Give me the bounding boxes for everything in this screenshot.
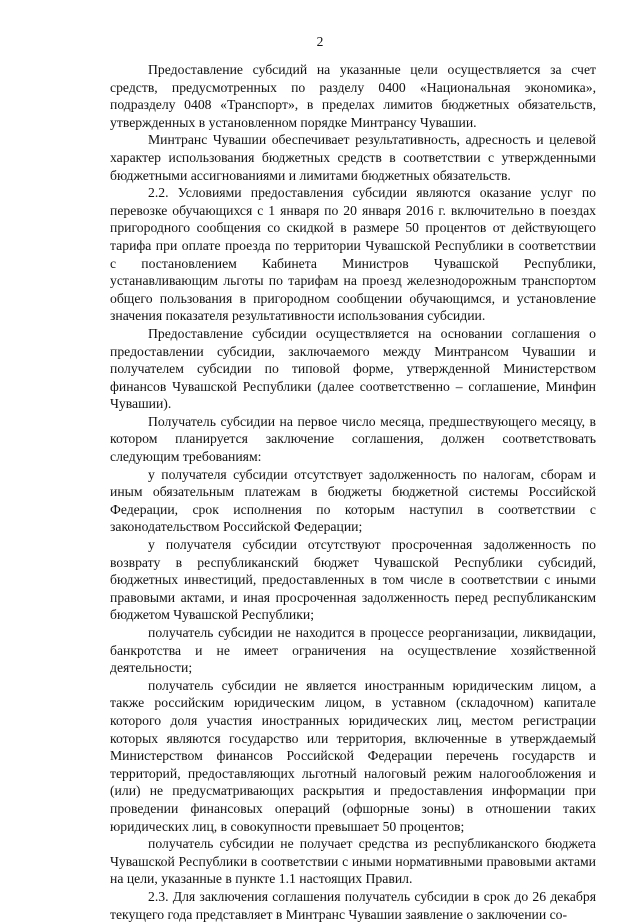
paragraph-2-2-conditions: 2.2. Условиями предоставления субсидии являются оказание услуг по перевозке обучающихся с 1 января по 20 января 2016 г. включительно в поездах пригородного сообщения со скидкой в размере 50 процентов от действующего тарифа при оплате проезда по территории Чувашской Республики в соответствии с постановлением Кабинета Министров Чувашской Республики, устанавливающим льготы по тарифам на проезд железнодорожным транспортом общего пользования в пригородном сообщении обучающимся, и установление значения показателя результативности использования субсидии. xyxy=(110,185,596,324)
paragraph-agreement-basis: Предоставление субсидии осуществляется на основании соглашения о предоставлении субсидии, заключаемого между Минтрансом Чувашии и получателем субсидии по типовой форме, утвержденной Министерством финансов Чувашской Республики (далее соответственно – соглашение, Минфин Чувашии). xyxy=(110,325,596,412)
paragraph-funding-source: Предоставление субсидий на указанные цели осуществляется за счет средств, предусмотренных по разделу 0400 «Национальная экономика», подразделу 0408 «Транспорт», в пределах лимитов бюджетных обязательств, утвержденных в установленном порядке Минтрансу Чувашии. xyxy=(110,62,596,130)
page-number: 2 xyxy=(316,34,324,49)
paragraph-recipient-requirements: Получатель субсидии на первое число месяца, предшествующего месяцу, в котором планируется заключение соглашения, должен соответствовать следующим требованиям: xyxy=(110,413,596,465)
paragraph-mintrans-responsibility: Минтранс Чувашии обеспечивает результативность, адресность и целевой характер использования бюджетных средств в соответствии с утвержденными бюджетными ассигнованиями и лимитами бюджетных обязательств. xyxy=(110,132,596,183)
paragraph-requirement-no-tax-debt: у получателя субсидии отсутствует задолженность по налогам, сборам и иным обязательным платежам в бюджеты бюджетной системы Российской Федерации, срок исполнения по которым наступил в соответствии с законодательством Российской Федерации; xyxy=(110,466,596,535)
paragraph-requirement-no-reorganization: получатель субсидии не находится в процессе реорганизации, ликвидации, банкротства и не имеет ограничения на осуществление хозяйственной деятельности; xyxy=(110,625,596,676)
paragraph-2-3-application: 2.3. Для заключения соглашения получатель субсидии в срок до 26 декабря текущего года представляет в Минтранс Чувашии заявление о заключении со- xyxy=(110,888,596,922)
paragraph-requirement-not-foreign: получатель субсидии не является иностранным юридическим лицом, а также российским юридическим лицом, в уставном (складочном) капитале которого доля участия иностранных юридических лиц, местом регистрации которых являются государство или территория, включенные в утверждаемый Министерством финансов Российской Федерации перечень государств и территорий, предоставляющих льготный налоговый режим налогообложения и (или) не предусматривающих раскрытия и предоставления информации при проведении финансовых операций (офшорные зоны) в отношении таких юридических лиц, в совокупности превышает 50 процентов; xyxy=(110,677,596,834)
document-body xyxy=(110,61,596,923)
paragraph-requirement-no-other-funds: получатель субсидии не получает средства из республиканского бюджета Чувашской Республики в соответствии с иными нормативными правовыми актами на цели, указанные в пункте 1.1 настоящих Правил. xyxy=(110,836,596,887)
paragraph-requirement-no-overdue-debt: у получателя субсидии отсутствуют просроченная задолженность по возврату в республиканский бюджет Чувашской Республики субсидий, бюджетных инвестиций, предоставленных в том числе в соответствии с иными правовыми актами, и иная просроченная задолженность перед республиканским бюджетом Чувашской Республики; xyxy=(110,537,596,623)
